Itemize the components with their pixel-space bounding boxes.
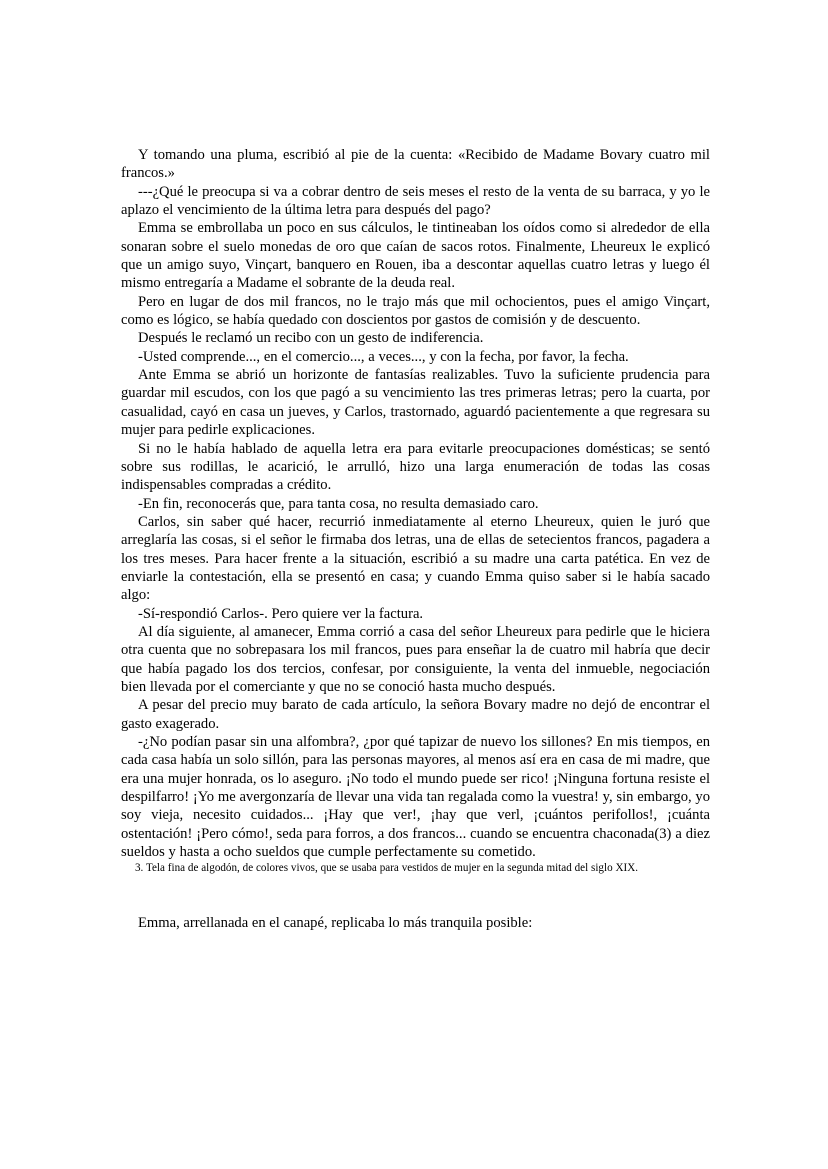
paragraph: ---¿Qué le preocupa si va a cobrar dentro de seis meses el resto de la venta de su barraca, y yo le aplazo el vencimiento de la última letra para después del pago?: [121, 183, 710, 219]
paragraph: Y tomando una pluma, escribió al pie de la cuenta: «Recibido de Madame Bovary cuatro mil francos.»: [121, 147, 710, 182]
paragraph: Si no le había hablado de aquella letra era para evitarle preocupaciones domésticas; se sentó sobre sus rodillas, le acarició, le arrulló, hizo una larga enumeración de todas las cosas indispensables compradas a crédito.: [121, 440, 710, 494]
paragraph: -Usted comprende..., en el comercio..., a veces..., y con la fecha, por favor, la fecha.: [138, 348, 629, 365]
paragraph: -¿No podían pasar sin una alfombra?, ¿por qué tapizar de nuevo los sillones? En mis tiempos, en cada casa había un solo sillón, para las personas mayores, al menos así era en casa de mi madre, que era una mujer honrada, os lo aseguro. ¡No todo el mundo puede ser rico! ¡Ninguna fortuna resiste el despilfarro! ¡Yo me avergonzaría de llevar una vida tan regalada como la vuestra! y, sin embargo, yo soy vieja, necesito cuidados... ¡Hay que ver!, ¡hay que verl, ¡cuántos perifollos!, ¡cuánta ostentación! ¡Pero cómo!, seda para forros, a dos francos... cuando se encuentra chaconada(3) a diez sueldos y hasta a ocho sueldos que cumple perfectamente su cometido.: [121, 734, 710, 861]
paragraph: A pesar del precio muy barato de cada artículo, la señora Bovary madre no dejó de encontrar el gasto exagerado.: [121, 697, 710, 732]
text-column: [121, 146, 710, 932]
paragraph: Después le reclamó un recibo con un gesto de indiferencia.: [138, 330, 484, 347]
paragraph: Ante Emma se abrió un horizonte de fantasías realizables. Tuvo la suficiente prudencia para guardar mil escudos, con los que pagó a su vencimiento las tres primeras letras; pero la cuarta, por casualidad, cayó en casa un jueves, y Carlos, trastornado, aguardó pacientemente a que regresara su mujer para pedirle explicaciones.: [121, 367, 710, 439]
closing-paragraph: Emma, arrellanada en el canapé, replicaba lo más tranquila posible:: [138, 914, 533, 931]
paragraph: Emma se embrollaba un poco en sus cálculos, le tintineaban los oídos como si alrededor de ella sonaran sobre el suelo monedas de oro que caían de sacos rotos. Finalmente, Lheureux le explicó que un amigo suyo, Vinçart, banquero en Rouen, iba a descontar aquellas cuatro letras y luego él mismo entregaría a Madame el sobrante de la deuda real.: [121, 220, 710, 292]
footnote-block: [121, 861, 710, 875]
paragraph: Al día siguiente, al amanecer, Emma corrió a casa del señor Lheureux para pedirle que le hiciera otra cuenta que no sobrepasara los mil francos, pues para enseñar la de cuatro mil habría que decir que había pagado los dos tercios, confesar, por consiguiente, la venta del inmueble, negociación bien llevada por el comerciante y que no se conoció hasta mucho después.: [121, 623, 710, 695]
paragraph: Carlos, sin saber qué hacer, recurrió inmediatamente al eterno Lheureux, quien le juró que arreglaría las cosas, si el señor le firmaba dos letras, una de ellas de setecientos francos, pagadera a los tres meses. Para hacer frente a la situación, escribió a su madre una carta patética. En vez de enviarle la contestación, ella se presentó en casa; y cuando Emma quiso saber si le había sacado algo:: [121, 513, 710, 604]
paragraph: -Sí-respondió Carlos-. Pero quiere ver la factura.: [138, 605, 424, 622]
paragraph: Pero en lugar de dos mil francos, no le trajo más que mil ochocientos, pues el amigo Vinçart, como es lógico, se había quedado con doscientos por gastos de comisión y de descuento.: [121, 293, 710, 329]
paragraph: -En fin, reconocerás que, para tanta cosa, no resulta demasiado caro.: [138, 495, 539, 512]
footnote-text: 3. Tela fina de algodón, de colores vivos, que se usaba para vestidos de mujer en la segunda mitad del siglo XIX.: [135, 862, 638, 875]
